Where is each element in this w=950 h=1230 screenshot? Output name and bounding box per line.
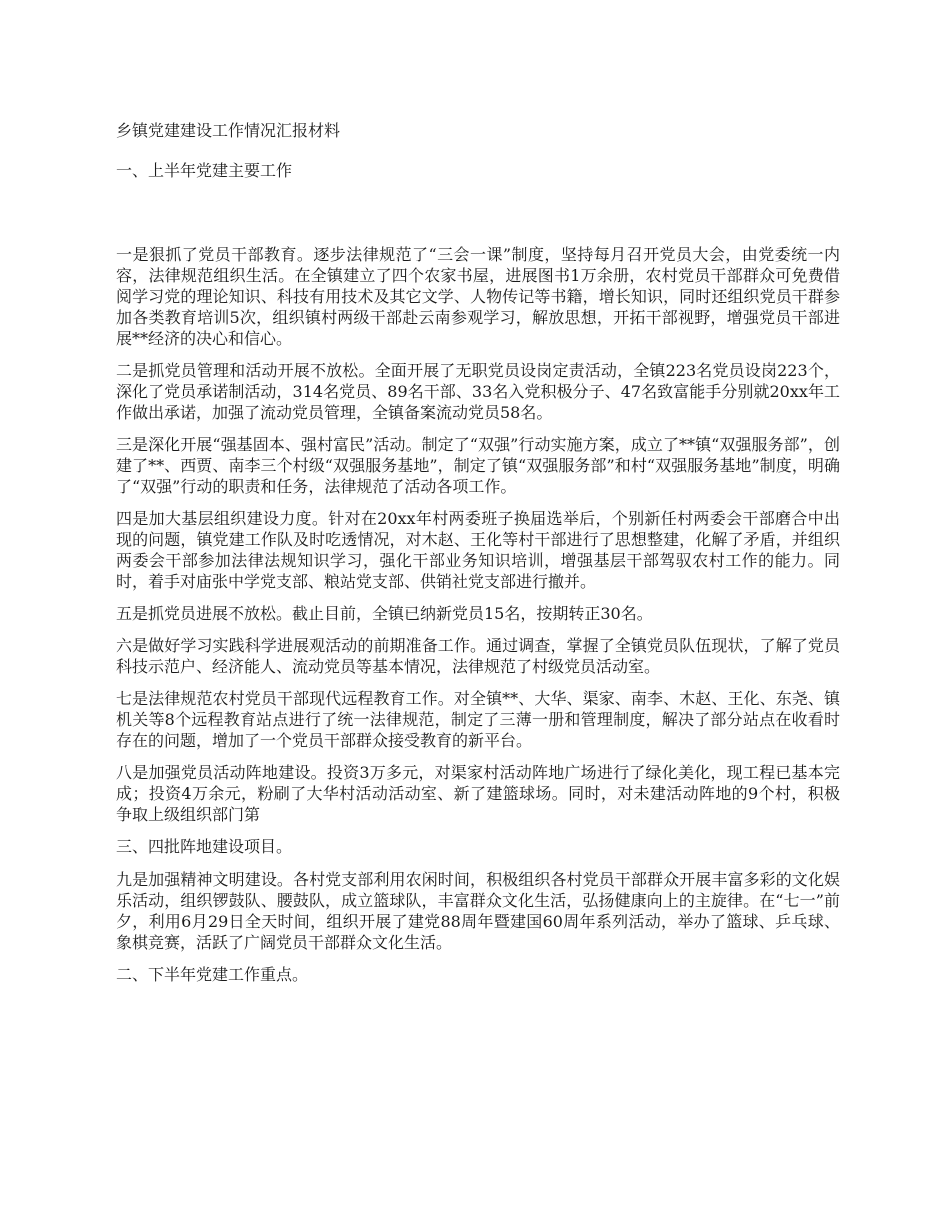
paragraph-9: 九是加强精神文明建设。各村党支部利用农闲时间，积极组织各村党员干部群众开展丰富多彩的文化娱乐活动，组织锣鼓队、腰鼓队，成立篮球队，丰富群众文化生活，弘扬健康向上的主旋律。在“七一”前夕，利用6月29日全天时间，组织开展了建党88周年暨建国60周年系列活动，举办了篮球、乒乓球、象棋竞赛，活跃了广阔党员干部群众文化生活。: [116, 870, 840, 952]
paragraph-4: 四是加大基层组织建设力度。针对在20xx年村两委班子换届选举后，个别新任村两委会干部磨合中出现的问题，镇党建工作队及时吃透情况，对木赵、王化等村干部进行了思想整建，化解了矛盾，并组织两委会干部参加法律法规知识学习，强化干部业务知识培训，增强基层干部驾驭农村工作的能力。同时，着手对庙张中学党支部、粮站党支部、供销社党支部进行撤并。: [116, 509, 840, 591]
paragraph-6: 六是做好学习实践科学进展观活动的前期准备工作。通过调查，掌握了全镇党员队伍现状，了解了党员科技示范户、经济能人、流动党员等基本情况，法律规范了村级党员活动室。: [116, 636, 840, 676]
document-title: 乡镇党建建设工作情况汇报材料: [116, 121, 341, 140]
paragraph-7: 七是法律规范农村党员干部现代远程教育工作。对全镇**、大华、渠家、南李、木赵、王化、东尧、镇机关等8个远程教育站点进行了统一法律规范，制定了三薄一册和管理制度，解决了部分站点在收看时存在的问题，增加了一个党员干部群众接受教育的新平台。: [116, 689, 840, 750]
paragraph-5: 五是抓党员进展不放松。截止目前，全镇已纳新党员15名，按期转正30名。: [116, 604, 653, 623]
section-heading-2: 二、下半年党建工作重点。: [116, 965, 309, 984]
paragraph-3: 三是深化开展“强基固本、强村富民”活动。制定了“双强”行动实施方案，成立了**镇“双强服务部”，创建了**、西贾、南李三个村级“双强服务基地”，制定了镇“双强服务部”和村“双强服务基地”制度，明确了“双强”行动的职责和任务，法律规范了活动各项工作。: [116, 435, 840, 496]
paragraph-2: 二是抓党员管理和活动开展不放松。全面开展了无职党员设岗定责活动，全镇223名党员设岗223个，深化了党员承诺制活动，314名党员、89名干部、33名入党积极分子、47名致富能手分别就20xx年工作做出承诺，加强了流动党员管理，全镇备案流动党员58名。: [116, 361, 840, 422]
section-heading-1: 一、上半年党建主要工作: [116, 161, 293, 180]
document-page: [116, 120, 840, 997]
paragraph-8: 八是加强党员活动阵地建设。投资3万多元，对渠家村活动阵地广场进行了绿化美化，现工程已基本完成；投资4万余元，粉刷了大华村活动活动室、新了建篮球场。同时，对未建活动阵地的9个村，积极争取上级组织部门第: [116, 763, 840, 824]
section-heading-3: 三、四批阵地建设项目。: [116, 837, 293, 856]
paragraph-1: 一是狠抓了党员干部教育。逐步法律规范了“三会一课”制度，坚持每月召开党员大会，由党委统一内容，法律规范组织生活。在全镇建立了四个农家书屋，进展图书1万余册，农村党员干部群众可免费借阅学习党的理论知识、科技有用技术及其它文学、人物传记等书籍，增长知识，同时还组织党员干群参加各类教育培训5次，组织镇村两级干部赴云南参观学习，解放思想，开拓干部视野，增强党员干部进展**经济的决心和信心。: [116, 245, 840, 348]
